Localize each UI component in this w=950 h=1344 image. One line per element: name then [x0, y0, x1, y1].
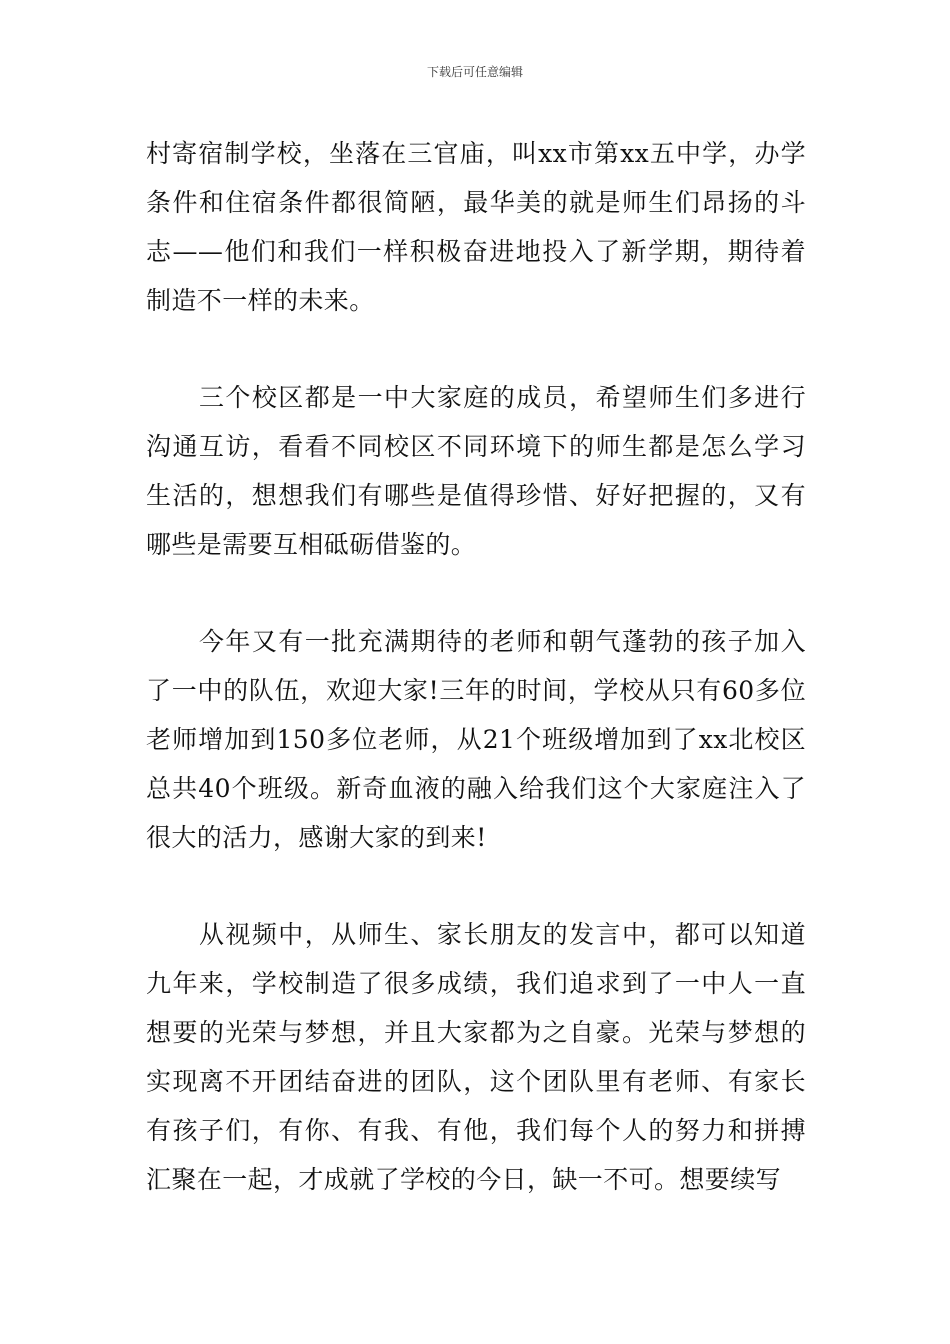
paragraph-2: 三个校区都是一中大家庭的成员，希望师生们多进行沟通互访，看看不同校区不同环境下的师生都是怎么学习生活的，想想我们有哪些是值得珍惜、好好把握的，又有哪些是需要互相砥砺借鉴的。 [146, 383, 806, 559]
page-header: 下载后可任意编辑 [426, 65, 523, 79]
paragraph-3: 今年又有一批充满期待的老师和朝气蓬勃的孩子加入了一中的队伍，欢迎大家!三年的时间，学校从只有60多位老师增加到150多位老师，从21个班级增加到了xx北校区总共40个班级。新奇血液的融入给我们这个大家庭注入了很大的活力，感谢大家的到来! [146, 627, 806, 852]
paragraph-1: 村寄宿制学校，坐落在三官庙，叫xx市第xx五中学，办学条件和住宿条件都很简陋，最华美的就是师生们昂扬的斗志——他们和我们一样积极奋进地投入了新学期，期待着制造不一样的未来。 [146, 139, 806, 315]
document-body [146, 129, 806, 1204]
paragraph-4: 从视频中，从师生、家长朋友的发言中，都可以知道九年来，学校制造了很多成绩，我们追求到了一中人一直想要的光荣与梦想，并且大家都为之自豪。光荣与梦想的实现离不开团结奋进的团队，这个团队里有老师、有家长有孩子们，有你、有我、有他，我们每个人的努力和拼搏汇聚在一起，才成就了学校的今日，缺一不可。想要续写 [146, 920, 806, 1194]
